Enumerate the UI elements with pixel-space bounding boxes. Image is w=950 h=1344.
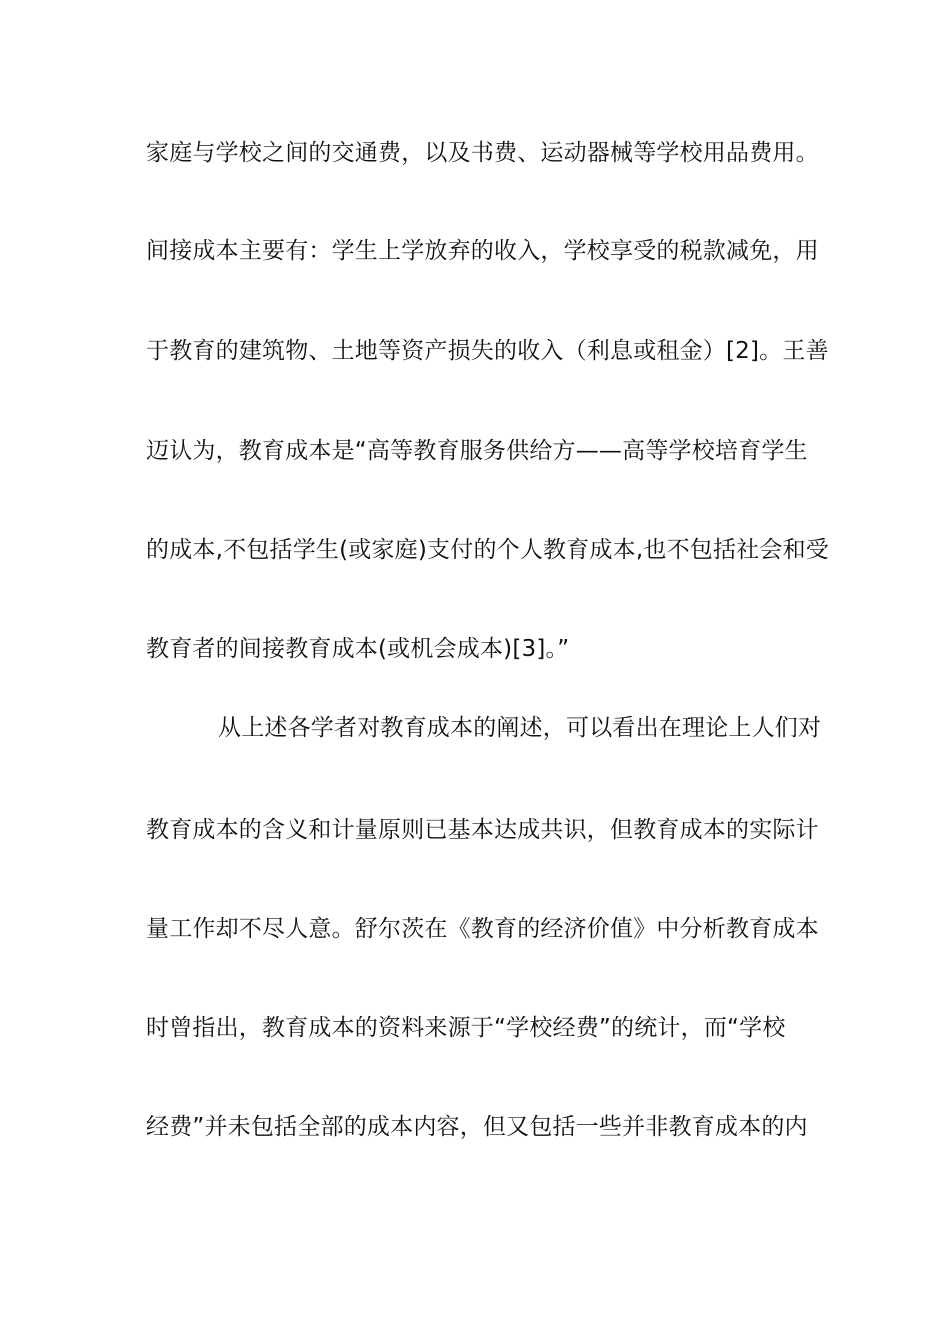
- text-line: 迈认为，教育成本是“高等教育服务供给方——高等学校培育学生: [146, 438, 808, 464]
- text-line: 家庭与学校之间的交通费，以及书费、运动器械等学校用品费用。: [146, 140, 819, 166]
- text-line: 间接成本主要有：学生上学放弃的收入，学校享受的税款减免，用: [146, 238, 819, 264]
- text-line: 量工作却不尽人意。舒尔茨在《教育的经济价值》中分析教育成本: [146, 916, 819, 942]
- text-line: 时曾指出，教育成本的资料来源于“学校经费”的统计，而“学校: [146, 1015, 786, 1041]
- text-line: 教育成本的含义和计量原则已基本达成共识，但教育成本的实际计: [146, 817, 819, 843]
- text-line: 的成本,不包括学生(或家庭)支付的个人教育成本,也不包括社会和受: [146, 537, 829, 563]
- text-line: 经费”并未包括全部的成本内容，但又包括一些并非教育成本的内: [146, 1114, 808, 1140]
- text-line: 于教育的建筑物、土地等资产损失的收入（利息或租金）[2]。王善: [146, 338, 829, 364]
- text-line: 教育者的间接教育成本(或机会成本)[3]。”: [146, 636, 570, 662]
- paragraph-first-line: 从上述各学者对教育成本的阐述，可以看出在理论上人们对: [218, 715, 822, 741]
